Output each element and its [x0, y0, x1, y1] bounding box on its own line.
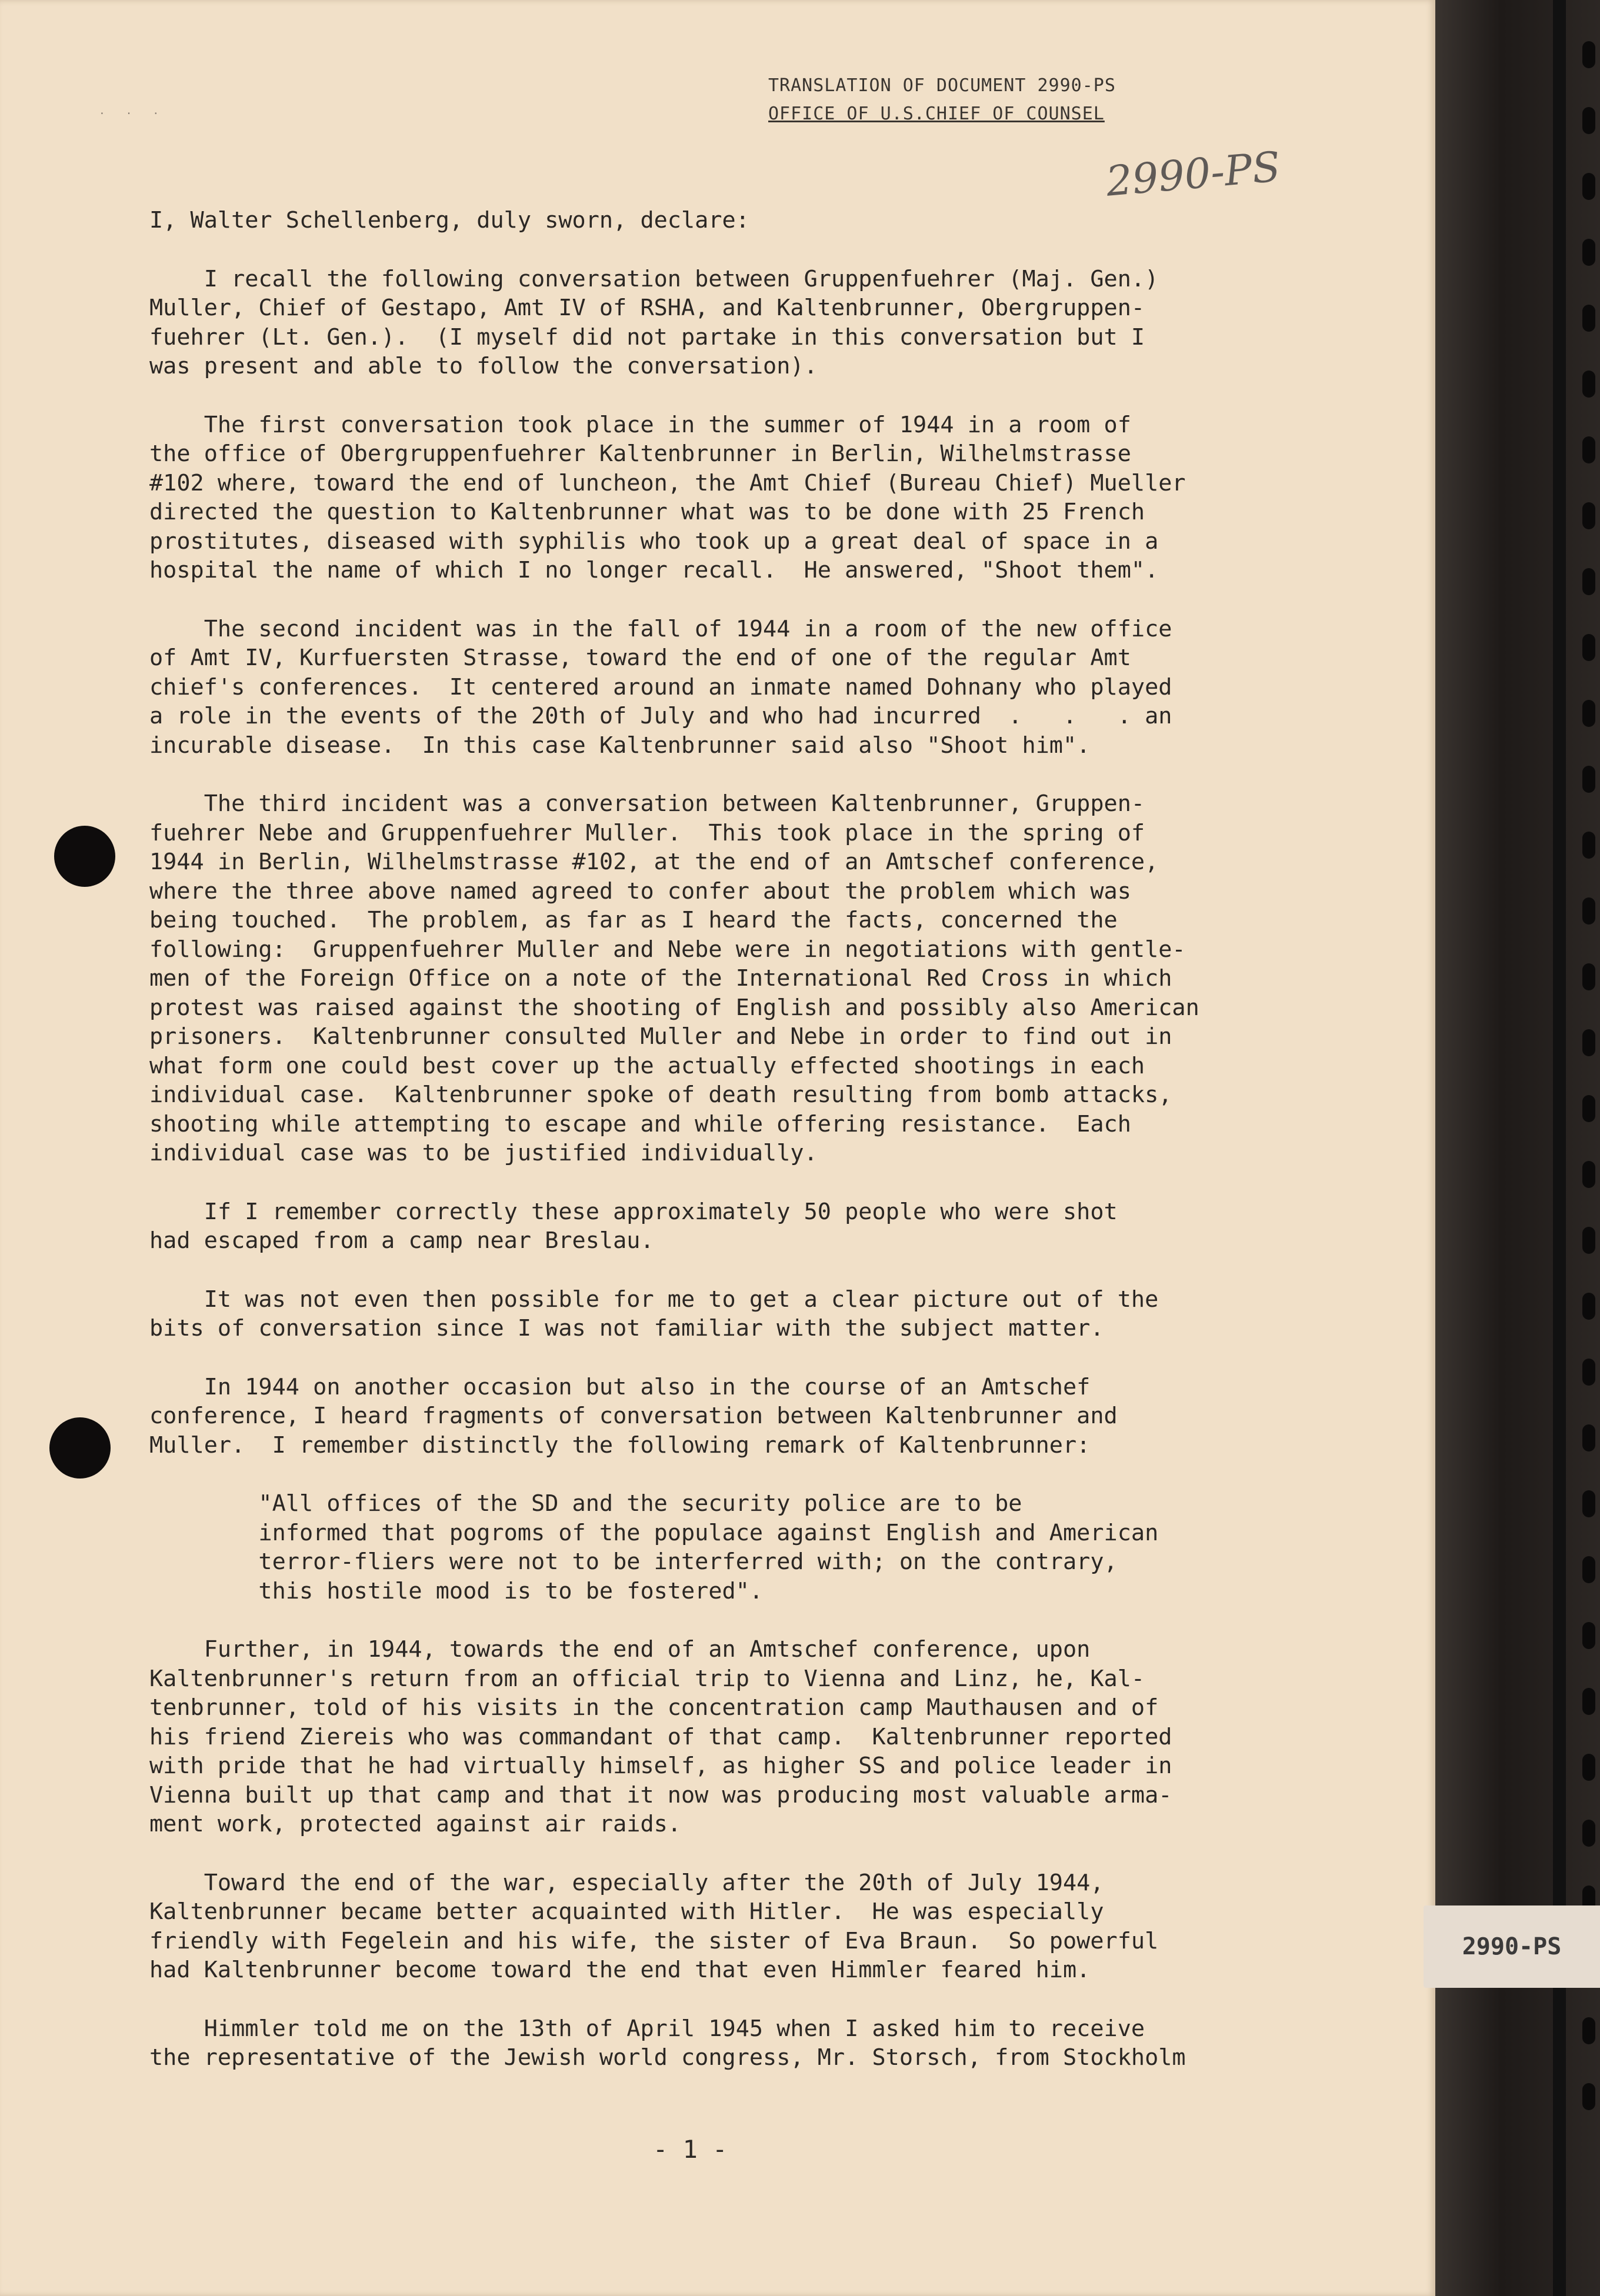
binder-hole — [1582, 1688, 1595, 1715]
paragraph — [149, 615, 1326, 760]
text-line: bits of conversation since I was not familiar with the subject matter. — [149, 1315, 1104, 1341]
margin-marks: . . . — [99, 105, 166, 117]
binder-hole — [1582, 502, 1595, 529]
text-line: fuehrer Nebe and Gruppenfuehrer Muller. This took place in the spring of — [149, 819, 1145, 846]
text-line: terror-fliers were not to be interferred with; on the contrary, — [149, 1549, 1118, 1575]
paragraph — [149, 1197, 1326, 1256]
text-line: #102 where, toward the end of luncheon, the Amt Chief (Bureau Chief) Mueller — [149, 469, 1186, 496]
document-body — [149, 206, 1326, 2073]
text-line: In 1944 on another occasion but also in the course of an Amtschef — [149, 1373, 1091, 1400]
binder-hole — [1582, 1095, 1595, 1122]
paragraph — [149, 1635, 1326, 1839]
binder-hole — [1582, 963, 1595, 990]
binder-hole — [1582, 436, 1595, 463]
binder-hole — [1582, 1029, 1595, 1056]
binder-hole — [1582, 1293, 1595, 1320]
text-line: Vienna built up that camp and that it now was producing most valuable arma- — [149, 1781, 1172, 1808]
binder-hole — [1582, 766, 1595, 793]
text-line: fuehrer (Lt. Gen.). (I myself did not partake in this conversation but I — [149, 323, 1145, 351]
text-line: I, Walter Schellenberg, duly sworn, declare: — [149, 207, 749, 233]
text-line: protest was raised against the shooting of English and possibly also American — [149, 994, 1199, 1021]
text-line: individual case. Kaltenbrunner spoke of death resulting from bomb attacks, — [149, 1082, 1172, 1108]
text-line: of Amt IV, Kurfuersten Strasse, toward the end of one of the regular Amt — [149, 645, 1131, 671]
text-line: The second incident was in the fall of 1944 in a room of the new office — [149, 615, 1172, 642]
text-line: 1944 in Berlin, Wilhelmstrasse #102, at the end of an Amtschef conference, — [149, 849, 1159, 875]
text-line: chief's conferences. It centered around an inmate named Dohnany who played — [149, 673, 1172, 700]
binder-hole — [1582, 1622, 1595, 1649]
binder-hole — [1582, 1424, 1595, 1451]
binder-hole — [1582, 371, 1595, 398]
text-line: was present and able to follow the conversation). — [149, 353, 818, 379]
binder-hole — [1582, 832, 1595, 859]
text-line: friendly with Fegelein and his wife, the sister of Eva Braun. So powerful — [149, 1927, 1159, 1954]
text-line: prostitutes, diseased with syphilis who took up a great deal of space in a — [149, 528, 1159, 555]
header-line-2: OFFICE OF U.S.CHIEF OF COUNSEL — [768, 104, 1105, 124]
paragraph — [149, 411, 1326, 585]
text-line: Toward the end of the war, especially after the 20th of July 1944, — [149, 1869, 1104, 1896]
text-line: directed the question to Kaltenbrunner what was to be done with 25 French — [149, 499, 1145, 525]
text-line: a role in the events of the 20th of July and who had incurred . . . an — [149, 703, 1172, 729]
binder-hole — [1582, 1820, 1595, 1847]
text-line: where the three above named agreed to confer about the problem which was — [149, 877, 1131, 905]
binder-hole — [1582, 305, 1595, 332]
binder-hole — [1582, 897, 1595, 925]
document-header — [768, 72, 1116, 128]
binder-hole — [1582, 568, 1595, 595]
binder-hole — [1582, 239, 1595, 266]
text-line: men of the Foreign Office on a note of the International Red Cross in which — [149, 965, 1172, 992]
text-line: had Kaltenbrunner become toward the end that even Himmler feared him. — [149, 1957, 1091, 1983]
text-line: incurable disease. In this case Kaltenbrunner said also "Shoot him". — [149, 732, 1091, 759]
binder-hole — [1582, 634, 1595, 661]
text-line: following: Gruppenfuehrer Muller and Nebe were in negotiations with gentle- — [149, 936, 1186, 963]
punch-hole-upper — [54, 826, 115, 887]
paragraph — [149, 2014, 1326, 2073]
document-tab-label: 2990-PS — [1424, 1905, 1600, 1988]
text-line: the representative of the Jewish world congress, Mr. Storsch, from Stockholm — [149, 2044, 1186, 2071]
binder-hole — [1582, 700, 1595, 727]
punch-hole-lower — [49, 1417, 111, 1479]
text-line: tenbrunner, told of his visits in the concentration camp Mauthausen and of — [149, 1694, 1159, 1721]
text-line: the office of Obergruppenfuehrer Kaltenbrunner in Berlin, Wilhelmstrasse — [149, 440, 1131, 467]
text-line: Kaltenbrunner's return from an official trip to Vienna and Linz, he, Kal- — [149, 1665, 1145, 1692]
text-line: ment work, protected against air raids. — [149, 1811, 681, 1837]
text-line: "All offices of the SD and the security police are to be — [149, 1490, 1022, 1517]
binder-hole — [1582, 1359, 1595, 1386]
text-line: hospital the name of which I no longer recall. He answered, "Shoot them". — [149, 557, 1159, 583]
handwritten-document-number: 2990-PS — [1104, 142, 1282, 206]
binder-hole — [1582, 107, 1595, 134]
page-number: - 1 - — [653, 2135, 728, 2164]
text-line: Further, in 1944, towards the end of an Amtschef conference, upon — [149, 1636, 1091, 1663]
paragraph — [149, 206, 1326, 235]
text-line: his friend Ziereis who was commandant of that camp. Kaltenbrunner reported — [149, 1723, 1172, 1750]
binder-hole — [1582, 41, 1595, 68]
header-line-1: TRANSLATION OF DOCUMENT 2990-PS — [768, 75, 1116, 96]
binder-hole — [1582, 1227, 1595, 1254]
text-line: I recall the following conversation between Gruppenfuehrer (Maj. Gen.) — [149, 265, 1159, 292]
text-line: It was not even then possible for me to get a clear picture out of the — [149, 1286, 1159, 1313]
text-line: The first conversation took place in the summer of 1944 in a room of — [149, 411, 1131, 438]
binder-hole — [1582, 2017, 1595, 2044]
text-line: this hostile mood is to be fostered". — [149, 1577, 764, 1604]
paragraph — [149, 1285, 1326, 1343]
text-line: Muller, Chief of Gestapo, Amt IV of RSHA, and Kaltenbrunner, Obergruppen- — [149, 295, 1145, 321]
text-line: being touched. The problem, as far as I heard the facts, concerned the — [149, 907, 1118, 933]
binder-hole — [1582, 1490, 1595, 1517]
binder-hole — [1582, 2083, 1595, 2110]
text-line: had escaped from a camp near Breslau. — [149, 1227, 654, 1254]
paragraph — [149, 1868, 1326, 1985]
text-line: conference, I heard fragments of conversation between Kaltenbrunner and — [149, 1403, 1118, 1429]
paragraph — [149, 789, 1326, 1168]
binder-hole — [1582, 173, 1595, 200]
text-line: individual case was to be justified individually. — [149, 1140, 818, 1166]
text-line: The third incident was a conversation between Kaltenbrunner, Gruppen- — [149, 790, 1145, 817]
text-line: Muller. I remember distinctly the following remark of Kaltenbrunner: — [149, 1431, 1091, 1459]
text-line: Kaltenbrunner became better acquainted with Hitler. He was especially — [149, 1898, 1104, 1925]
paragraph — [149, 265, 1326, 381]
paragraph — [149, 1489, 1326, 1606]
text-line: prisoners. Kaltenbrunner consulted Muller and Nebe in order to find out in — [149, 1023, 1172, 1050]
text-line: what form one could best cover up the actually effected shootings in each — [149, 1052, 1145, 1079]
binder-hole — [1582, 1161, 1595, 1188]
text-line: If I remember correctly these approximately 50 people who were shot — [149, 1198, 1118, 1225]
paragraph — [149, 1373, 1326, 1460]
text-line: informed that pogroms of the populace against English and American — [149, 1519, 1159, 1546]
binder-hole — [1582, 1754, 1595, 1781]
text-line: Himmler told me on the 13th of April 1945 when I asked him to receive — [149, 2015, 1145, 2042]
text-line: with pride that he had virtually himself, as higher SS and police leader in — [149, 1753, 1172, 1779]
text-line: shooting while attempting to escape and while offering resistance. Each — [149, 1110, 1131, 1137]
binder-hole — [1582, 1556, 1595, 1583]
